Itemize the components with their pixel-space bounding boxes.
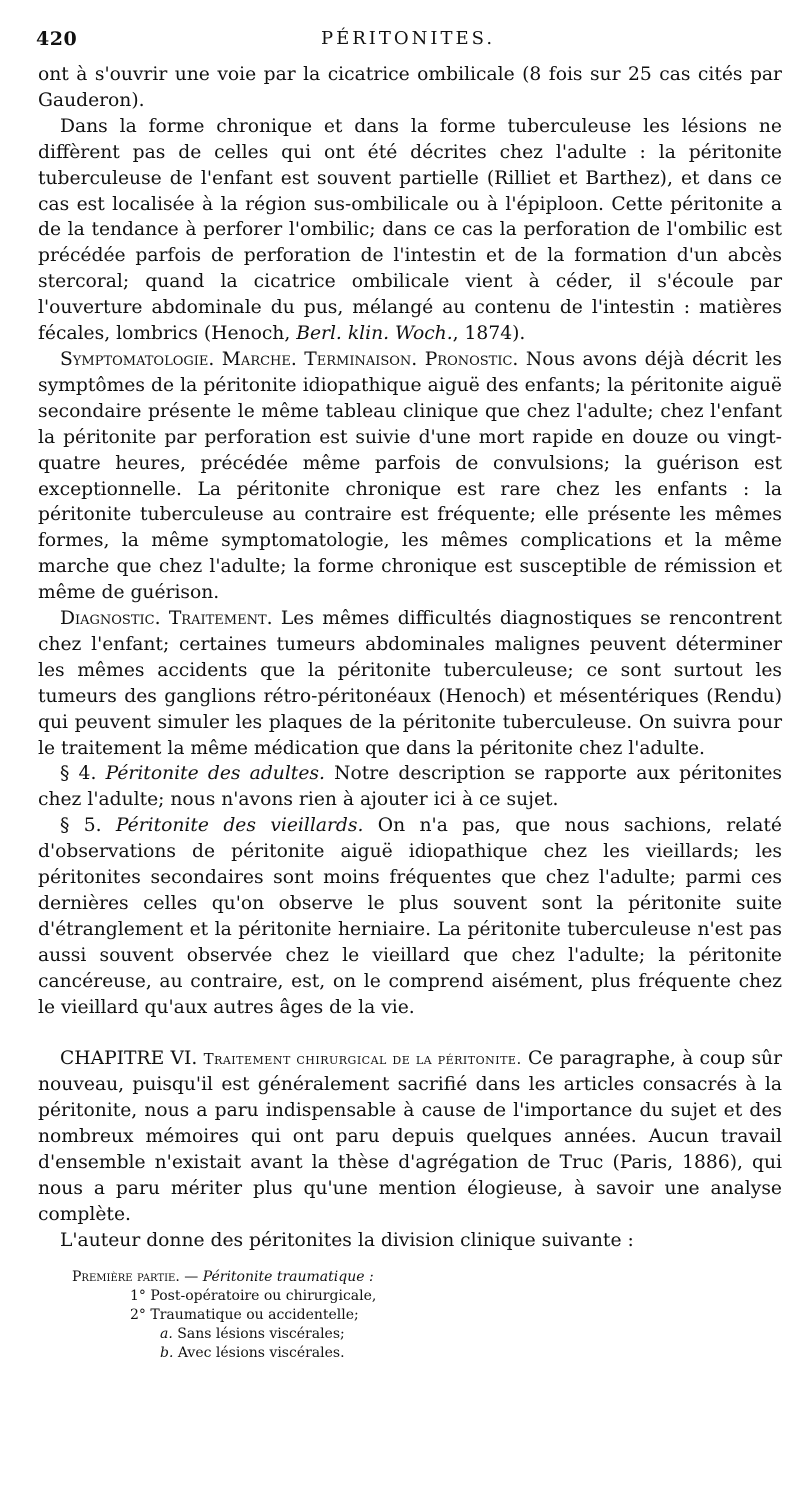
outline-item-number: 1°: [130, 1288, 146, 1304]
chapter-number: CHAPITRE VI.: [60, 1047, 198, 1069]
outline-item-text: Traumatique ou accidentelle;: [150, 1307, 359, 1323]
paragraph-text: L'auteur donne des péritonites la division clinique suivante :: [60, 1229, 634, 1251]
paragraph-text: Dans la forme chronique et dans la forme tuberculeuse les lésions ne diffèrent pas de celles qui ont été décrites chez l'adulte : la péritonite tuberculeuse de l'enfant est souvent partielle (Rilliet et Barthez), et dans ce cas est localisée à la région sus-ombilicale ou à l'épiploon. Cette péritonite a de la tendance à perforer l'ombilic; dans ce cas la perforation de l'ombilic est précédée parfois de perforation de l'intestin et de la formation d'un abcès stercoral; quand la cicatrice ombilicale vient à céder, il s'écoule par l'ouverture abdominale du pus, mélangé au contenu de l'intestin : matières fécales, lombrics (Henoch,: [38, 115, 782, 345]
outline-item-number: 2°: [130, 1307, 146, 1323]
outline-subitem-text: Sans lésions viscérales;: [177, 1326, 345, 1342]
section-number: § 4.: [60, 763, 97, 785]
outline-item: [130, 1306, 782, 1325]
section-number: § 5.: [60, 815, 102, 837]
outline-part-label: Première partie.: [72, 1269, 180, 1285]
outline-item-text: Post-opératoire ou chirurgicale,: [150, 1288, 377, 1304]
paragraph: [38, 761, 782, 813]
outline-subitem-letter: a.: [160, 1326, 173, 1342]
classification-outline: [38, 1268, 782, 1363]
section-title: Péritonite des vieillards.: [115, 815, 364, 837]
outline-subitem-letter: b.: [160, 1345, 174, 1361]
page-header: [36, 28, 780, 58]
paragraph: [38, 62, 782, 114]
citation-italic: Berl. klin. Woch.: [296, 323, 453, 345]
paragraph-text: ont à s'ouvrir une voie par la cicatrice ombilicale (8 fois sur 25 cas cités par Gauderon).: [38, 64, 782, 111]
paragraph-text: , 1874).: [452, 323, 526, 345]
outline-subitem: [160, 1325, 782, 1344]
paragraph: [38, 1228, 782, 1254]
chapter-title: Traitement chirurgical de la péritonite.: [203, 1049, 522, 1068]
chapter-paragraph: [38, 1046, 782, 1228]
paragraph-text: Ce paragraphe, à coup sûr nouveau, puisqu'il est généralement sacrifié dans les articles consacrés à la péritonite, nous a paru indispensable à cause de l'importance du sujet et des nombreux mémoires qui ont paru depuis quelques années. Aucun travail d'ensemble n'existait avant la thèse d'agrégation de Truc (Paris, 1886), qui nous a paru mériter plus qu'une mention élogieuse, à savoir une analyse complète.: [38, 1047, 783, 1225]
paragraph: [38, 813, 782, 1020]
outline-item: [130, 1287, 782, 1306]
outline-subitem-text: Avec lésions viscérales.: [177, 1345, 345, 1361]
paragraph: [38, 606, 782, 761]
paragraph-text: Nous avons déjà décrit les symptômes de la péritonite idiopathique aiguë des enfants; la péritonite aiguë secondaire présente le même tableau clinique que chez l'adulte; chez l'enfant la péritonite par perforation est suivie d'une mort rapide en douze ou vingt-quatre heures, précédée même parfois de convulsions; la guérison est exceptionnelle. La péritonite chronique est rare chez les enfants : la péritonite tuberculeuse au contraire est fréquente; elle présente les mêmes formes, la même symptomatologie, les mêmes complications et la même marche que chez l'adulte; la forme chronique est susceptible de rémission et même de guérison.: [38, 348, 782, 604]
section-title: Péritonite des adultes.: [105, 763, 325, 785]
paragraph: [38, 114, 782, 347]
section-lead: Symptomatologie. Marche. Terminaison. Pronostic.: [60, 348, 519, 370]
running-head: PÉRITONITES.: [320, 28, 496, 49]
paragraph: [38, 347, 782, 606]
paragraph-text: Notre description se rapporte aux péritonites chez l'adulte; nous n'avons rien à ajouter ici à ce sujet.: [38, 763, 782, 811]
outline-part-title: Péritonite traumatique :: [202, 1269, 374, 1285]
page-number: 420: [36, 28, 78, 50]
section-lead: Diagnostic. Traitement.: [60, 608, 273, 630]
main-text: [38, 62, 782, 1254]
outline-subitem: [160, 1344, 782, 1363]
paragraph-text: Les mêmes difficultés diagnostiques se rencontrent chez l'enfant; certaines tumeurs abdominales malignes peuvent déterminer les mêmes accidents que la péritonite tuberculeuse; ce sont surtout les tumeurs des ganglions rétro-péritonéaux (Henoch) et mésentériques (Rendu) qui peuvent simuler les plaques de la péritonite tuberculeuse. On suivra pour le traitement la même médication que dans la péritonite chez l'adulte.: [38, 608, 782, 759]
outline-part: Première partie. — Péritonite traumatique :: [72, 1269, 374, 1285]
paragraph-text: On n'a pas, que nous sachions, relaté d'observations de péritonite aiguë idiopathique chez les vieillards; les péritonites secondaires sont moins fréquentes que chez l'adulte; parmi ces dernières celles qu'on observe le plus souvent sont la péritonite suite d'étranglement et la péritonite herniaire. La péritonite tuberculeuse n'est pas aussi souvent observée chez le vieillard que chez l'adulte; la péritonite cancéreuse, au contraire, est, on le comprend aisément, plus fréquente chez le vieillard qu'aux autres âges de la vie.: [38, 815, 782, 1018]
